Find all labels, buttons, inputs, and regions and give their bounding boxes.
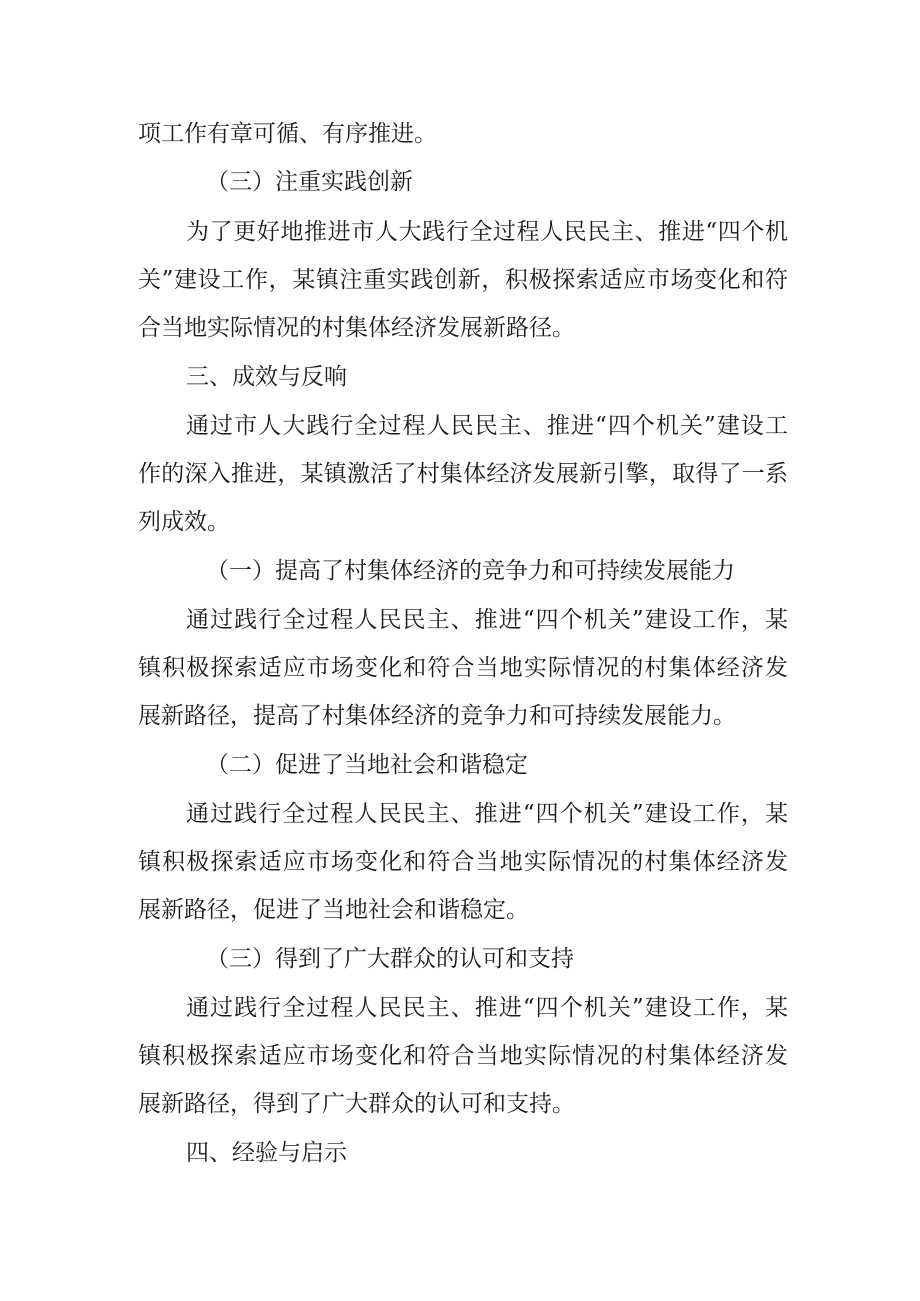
paragraph-line: 通过市人大践行全过程人民民主、推进“四个机关”建设工 (186, 413, 788, 439)
paragraph-line: 镇积极探索适应市场变化和符合当地实际情况的村集体经济发 (138, 655, 788, 681)
paragraph-line: 展新路径，促进了当地社会和谐稳定。 (138, 897, 529, 923)
paragraph-line: 通过践行全过程人民民主、推进“四个机关”建设工作，某 (186, 607, 788, 633)
paragraph-line: 列成效。 (138, 509, 230, 535)
paragraph-line: 作的深入推进，某镇激活了村集体经济发展新引擎，取得了一系 (138, 461, 788, 487)
subsection-heading: （一）提高了村集体经济的竞争力和可持续发展能力 (206, 558, 735, 584)
paragraph-line: 镇积极探索适应市场变化和符合当地实际情况的村集体经济发 (138, 849, 788, 875)
paragraph-line: 通过践行全过程人民民主、推进“四个机关”建设工作，某 (186, 995, 788, 1021)
paragraph-line: 项工作有章可循、有序推进。 (138, 121, 437, 147)
section-heading: 四、经验与启示 (186, 1140, 347, 1166)
paragraph-line: 合当地实际情况的村集体经济发展新路径。 (138, 315, 575, 341)
paragraph-line: 关”建设工作，某镇注重实践创新，积极探索适应市场变化和符 (138, 267, 788, 293)
subsection-heading: （二）促进了当地社会和谐稳定 (206, 752, 528, 778)
subsection-heading: （三）得到了广大群众的认可和支持 (206, 946, 574, 972)
paragraph-line: 展新路径，得到了广大群众的认可和支持。 (138, 1091, 575, 1117)
paragraph-line: 镇积极探索适应市场变化和符合当地实际情况的村集体经济发 (138, 1043, 788, 1069)
subsection-heading: （三）注重实践创新 (206, 169, 413, 195)
paragraph-line: 通过践行全过程人民民主、推进“四个机关”建设工作，某 (186, 801, 788, 827)
section-heading: 三、成效与反响 (186, 364, 347, 390)
paragraph-line: 展新路径，提高了村集体经济的竞争力和可持续发展能力。 (138, 703, 736, 729)
paragraph-line: 为了更好地推进市人大践行全过程人民民主、推进“四个机 (186, 219, 788, 245)
